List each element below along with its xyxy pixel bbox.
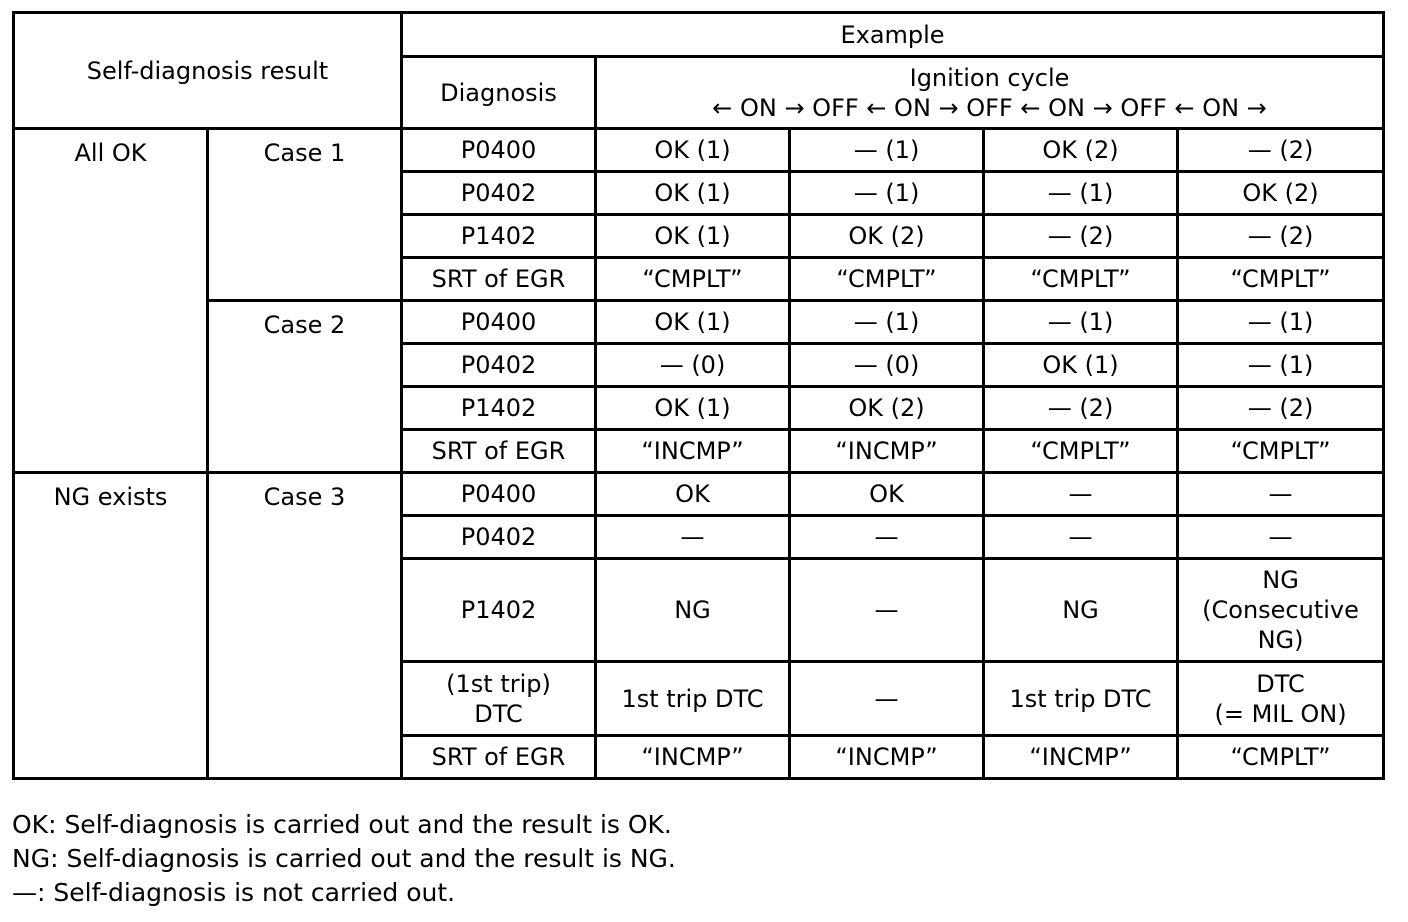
legend-ng: NG: Self-diagnosis is carried out and the result is NG. [12, 844, 676, 873]
case-2-label: Case 2 [208, 301, 402, 473]
result-cell: NG [596, 559, 790, 662]
result-cell: — [1178, 516, 1384, 559]
ignition-cycle-sequence: ← ON → OFF ← ON → OFF ← ON → OFF ← ON → [712, 93, 1267, 122]
result-cell: OK [790, 473, 984, 516]
result-cell: — (2) [984, 387, 1178, 430]
diagnosis-cell: P1402 [402, 215, 596, 258]
header-ignition-cycle [596, 57, 1384, 129]
diagnosis-cell: P0400 [402, 129, 596, 172]
result-cell: NG [984, 559, 1178, 662]
diagnosis-cell: P0402 [402, 344, 596, 387]
ignition-cycle-label: Ignition cycle [909, 63, 1070, 92]
result-cell: “CMPLT” [1178, 430, 1384, 473]
result-cell: OK (1) [984, 344, 1178, 387]
result-cell: — [790, 559, 984, 662]
legend-ok: OK: Self-diagnosis is carried out and the result is OK. [12, 810, 672, 839]
result-cell: OK (1) [596, 387, 790, 430]
result-cell: — (1) [1178, 301, 1384, 344]
case-1-label: Case 1 [208, 129, 402, 301]
group-ng-exists: NG exists [14, 473, 208, 779]
diagnosis-cell: P1402 [402, 387, 596, 430]
result-cell: “INCMP” [984, 736, 1178, 779]
result-cell: OK (2) [1178, 172, 1384, 215]
result-cell: “CMPLT” [596, 258, 790, 301]
diagnosis-cell: P1402 [402, 559, 596, 662]
result-cell: — (1) [790, 129, 984, 172]
result-cell: OK (1) [596, 215, 790, 258]
diagnosis-cell: P0402 [402, 172, 596, 215]
result-cell: — (1) [984, 172, 1178, 215]
result-cell: OK (1) [596, 129, 790, 172]
result-cell: “CMPLT” [790, 258, 984, 301]
case-3-label: Case 3 [208, 473, 402, 779]
result-cell: — (1) [790, 301, 984, 344]
self-diagnosis-table [12, 11, 1385, 780]
result-cell: “CMPLT” [1178, 258, 1384, 301]
result-cell: — (0) [596, 344, 790, 387]
result-cell: “INCMP” [790, 430, 984, 473]
header-diagnosis: Diagnosis [402, 57, 596, 129]
result-cell: 1st trip DTC [984, 662, 1178, 736]
result-cell: “CMPLT” [1178, 736, 1384, 779]
result-cell: OK (1) [596, 301, 790, 344]
result-cell: — [596, 516, 790, 559]
diagnosis-cell: SRT of EGR [402, 258, 596, 301]
diagnosis-cell: (1st trip) DTC [402, 662, 596, 736]
result-cell: DTC (= MIL ON) [1178, 662, 1384, 736]
header-self-diagnosis-result: Self-diagnosis result [14, 13, 402, 129]
diagnosis-cell: P0400 [402, 473, 596, 516]
result-cell: NG (Consecutive NG) [1178, 559, 1384, 662]
result-cell: “CMPLT” [984, 430, 1178, 473]
result-cell: — (1) [790, 172, 984, 215]
legend-dash: —: Self-diagnosis is not carried out. [12, 878, 456, 907]
result-cell: — [790, 662, 984, 736]
result-cell: — [790, 516, 984, 559]
result-cell: — (1) [984, 301, 1178, 344]
result-cell: OK [596, 473, 790, 516]
result-cell: OK (2) [790, 215, 984, 258]
result-cell: “INCMP” [596, 736, 790, 779]
result-cell: — (2) [1178, 215, 1384, 258]
diagnosis-cell: P0400 [402, 301, 596, 344]
result-cell: — (2) [1178, 387, 1384, 430]
result-cell: “INCMP” [596, 430, 790, 473]
group-all-ok: All OK [14, 129, 208, 473]
diagnosis-cell: P0402 [402, 516, 596, 559]
result-cell: 1st trip DTC [596, 662, 790, 736]
result-cell: OK (1) [596, 172, 790, 215]
diagnosis-cell: SRT of EGR [402, 736, 596, 779]
result-cell: OK (2) [984, 129, 1178, 172]
result-cell: — [984, 473, 1178, 516]
legend [12, 808, 676, 910]
result-cell: “CMPLT” [984, 258, 1178, 301]
result-cell: — (1) [1178, 344, 1384, 387]
result-cell: — [1178, 473, 1384, 516]
result-cell: — (2) [984, 215, 1178, 258]
header-example: Example [402, 13, 1384, 57]
result-cell: OK (2) [790, 387, 984, 430]
result-cell: “INCMP” [790, 736, 984, 779]
diagnosis-cell: SRT of EGR [402, 430, 596, 473]
result-cell: — [984, 516, 1178, 559]
result-cell: — (0) [790, 344, 984, 387]
result-cell: — (2) [1178, 129, 1384, 172]
